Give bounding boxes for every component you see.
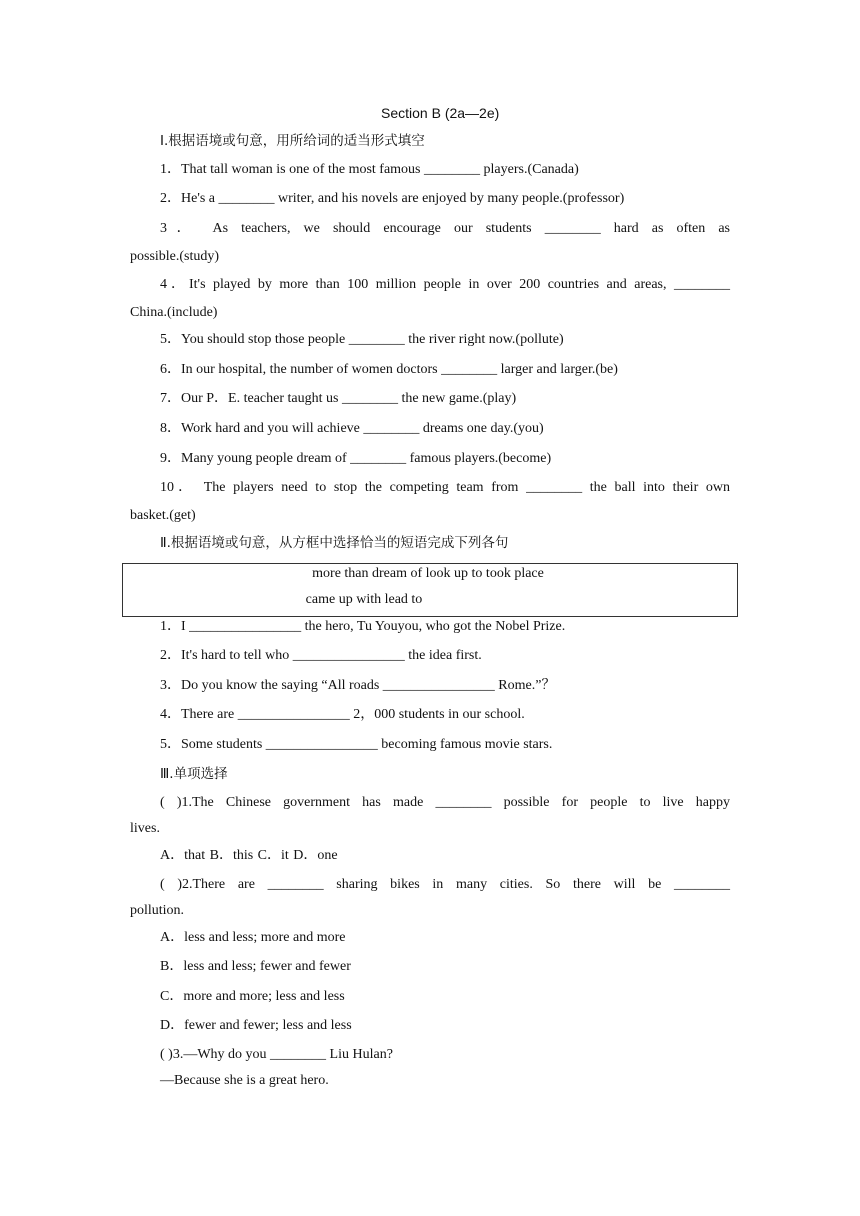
s2-question-1: 1．I ________________ the hero, Tu Youyou, who got the Nobel Prize. — [160, 619, 566, 634]
phrase-box-line-1: more than dream of look up to took place — [312, 566, 544, 581]
s1-question-7: 7．Our P．E. teacher taught us ________ the new game.(play) — [160, 391, 517, 406]
s1-question-3-line2: possible.(study) — [130, 249, 220, 264]
s2-question-5: 5．Some students ________________ becoming famous movie stars. — [160, 737, 553, 752]
section-2-heading: Ⅱ.根据语境或句意，从方框中选择恰当的短语完成下列各句 — [160, 535, 509, 551]
s2-question-4: 4．There are ________________ 2，000 students in our school. — [160, 707, 525, 722]
s1-question-10-line1: 10． The players need to stop the competing team from ________ the ball into their own — [160, 480, 730, 495]
s1-question-9: 9．Many young people dream of ________ famous players.(become) — [160, 451, 552, 466]
s1-question-8: 8．Work hard and you will achieve ________ dreams one day.(you) — [160, 421, 544, 436]
s3-question-2-line2: pollution. — [130, 903, 185, 918]
s3-question-2-option-c: C．more and more; less and less — [160, 989, 345, 1004]
section-1-heading: Ⅰ.根据语境或句意，用所给词的适当形式填空 — [160, 133, 425, 149]
phrase-box-line-2: came up with lead to — [305, 592, 423, 607]
s1-question-5: 5．You should stop those people ________ the river right now.(pollute) — [160, 332, 564, 347]
phrase-box — [122, 563, 738, 617]
s1-question-1: 1．That tall woman is one of the most famous ________ players.(Canada) — [160, 162, 579, 177]
s1-question-6: 6．In our hospital, the number of women doctors ________ larger and larger.(be) — [160, 362, 618, 377]
s3-question-1-line2: lives. — [130, 821, 160, 836]
s3-question-2-option-d: D．fewer and fewer; less and less — [160, 1018, 352, 1033]
s3-question-1-line1: ( )1.The Chinese government has made ________ possible for people to live happy — [160, 795, 730, 810]
s1-question-10-line2: basket.(get) — [130, 508, 196, 523]
s3-question-2-line1: ( )2.There are ________ sharing bikes in many cities. So there will be ________ — [160, 877, 730, 892]
s3-question-3-line1: ( )3.—Why do you ________ Liu Hulan? — [160, 1047, 393, 1062]
s3-question-2-option-a: A．less and less; more and more — [160, 930, 346, 945]
s2-question-2: 2．It's hard to tell who ________________ the idea first. — [160, 648, 482, 663]
s3-question-2-option-b: B．less and less; fewer and fewer — [160, 959, 351, 974]
s1-question-4-line1: 4．It's played by more than 100 million people in over 200 countries and areas, ________ — [160, 277, 730, 292]
s1-question-4-line2: China.(include) — [130, 305, 218, 320]
s1-question-2: 2．He's a ________ writer, and his novels are enjoyed by many people.(professor) — [160, 191, 625, 206]
s1-question-3-line1: 3． As teachers, we should encourage our students ________ hard as often as — [160, 221, 730, 236]
section-3-heading: Ⅲ.单项选择 — [160, 766, 228, 782]
page-title: Section B (2a—2e) — [381, 105, 500, 121]
s2-question-3: 3．Do you know the saying “All roads ________________ Rome.”？ — [160, 678, 556, 693]
s3-question-1-options: A．that B．this C．it D．one — [160, 848, 338, 863]
s3-question-3-line2: —Because she is a great hero. — [160, 1073, 329, 1088]
